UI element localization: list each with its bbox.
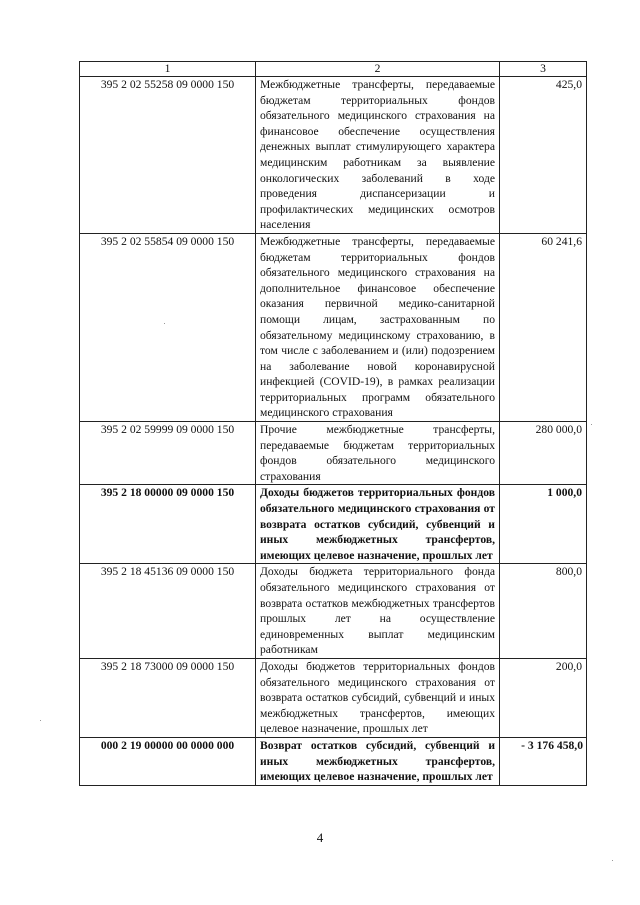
description-cell: Межбюджетные трансферты, передаваемые бюджетам территориальных фондов обязательного медицинского страхования на дополнительное финансовое обеспечение оказания первичной медико-санитарной помощи лицам, застрахованным по обязательному медицинскому страхованию, в том числе с заболеванием и (или) подозрением на заболевание новой коронавирусной инфекцией (COVID-19), в рамках реализации территориальных программ обязательного медицинского страхования — [256, 233, 500, 421]
amount-cell: 425,0 — [500, 77, 587, 234]
budget-code-cell: 395 2 18 00000 09 0000 150 — [80, 485, 256, 564]
budget-code-cell: 395 2 02 55258 09 0000 150 — [80, 77, 256, 234]
amount-cell: 1 000,0 — [500, 485, 587, 564]
budget-code-cell: 395 2 02 55854 09 0000 150 — [80, 233, 256, 421]
column-header-1: 1 — [80, 62, 256, 77]
amount-cell: 800,0 — [500, 564, 587, 659]
description-cell: Доходы бюджета территориального фонда обязательного медицинского страхования от возврата остатков межбюджетных трансфертов прошлых лет на осуществление единовременных выплат медицинским работникам — [256, 564, 500, 659]
amount-cell: - 3 176 458,0 — [500, 737, 587, 785]
table-row-bold — [80, 737, 587, 785]
table-row — [80, 77, 587, 234]
table-header-row — [80, 62, 587, 77]
description-cell: Прочие межбюджетные трансферты, передаваемые бюджетам территориальных фондов обязательного медицинского страхования — [256, 422, 500, 485]
page-number: 4 — [316, 830, 324, 845]
amount-cell: 60 241,6 — [500, 233, 587, 421]
budget-table — [79, 61, 587, 786]
scan-speck — [164, 323, 165, 324]
table-row — [80, 658, 587, 737]
budget-code-cell: 000 2 19 00000 00 0000 000 — [80, 737, 256, 785]
budget-code-cell: 395 2 18 45136 09 0000 150 — [80, 564, 256, 659]
description-cell: Межбюджетные трансферты, передаваемые бюджетам территориальных фондов обязательного медицинского страхования на финансовое обеспечение осуществления денежных выплат стимулирующего характера медицинским работникам за выявление онкологических заболеваний в ходе проведения диспансеризации и профилактических медицинских осмотров населения — [256, 77, 500, 234]
budget-code-cell: 395 2 18 73000 09 0000 150 — [80, 658, 256, 737]
description-cell: Доходы бюджетов территориальных фондов обязательного медицинского страхования от возврата остатков субсидий, субвенций и иных межбюджетных трансфертов, имеющих целевое назначение, прошлых лет — [256, 485, 500, 564]
table-row — [80, 422, 587, 485]
table-row — [80, 564, 587, 659]
table-row — [80, 233, 587, 421]
amount-cell: 200,0 — [500, 658, 587, 737]
budget-code-cell: 395 2 02 59999 09 0000 150 — [80, 422, 256, 485]
table-row-bold — [80, 485, 587, 564]
description-cell: Возврат остатков субсидий, субвенций и иных межбюджетных трансфертов, имеющих целевое назначение, прошлых лет — [256, 737, 500, 785]
column-header-3: 3 — [500, 62, 587, 77]
scan-speck — [612, 860, 613, 861]
column-header-2: 2 — [256, 62, 500, 77]
scan-speck — [40, 720, 41, 721]
scan-speck — [591, 424, 592, 425]
description-cell: Доходы бюджетов территориальных фондов обязательного медицинского страхования от возврата остатков субсидий, субвенций и иных межбюджетных трансфертов, имеющих целевое назначение, прошлых лет — [256, 658, 500, 737]
amount-cell: 280 000,0 — [500, 422, 587, 485]
